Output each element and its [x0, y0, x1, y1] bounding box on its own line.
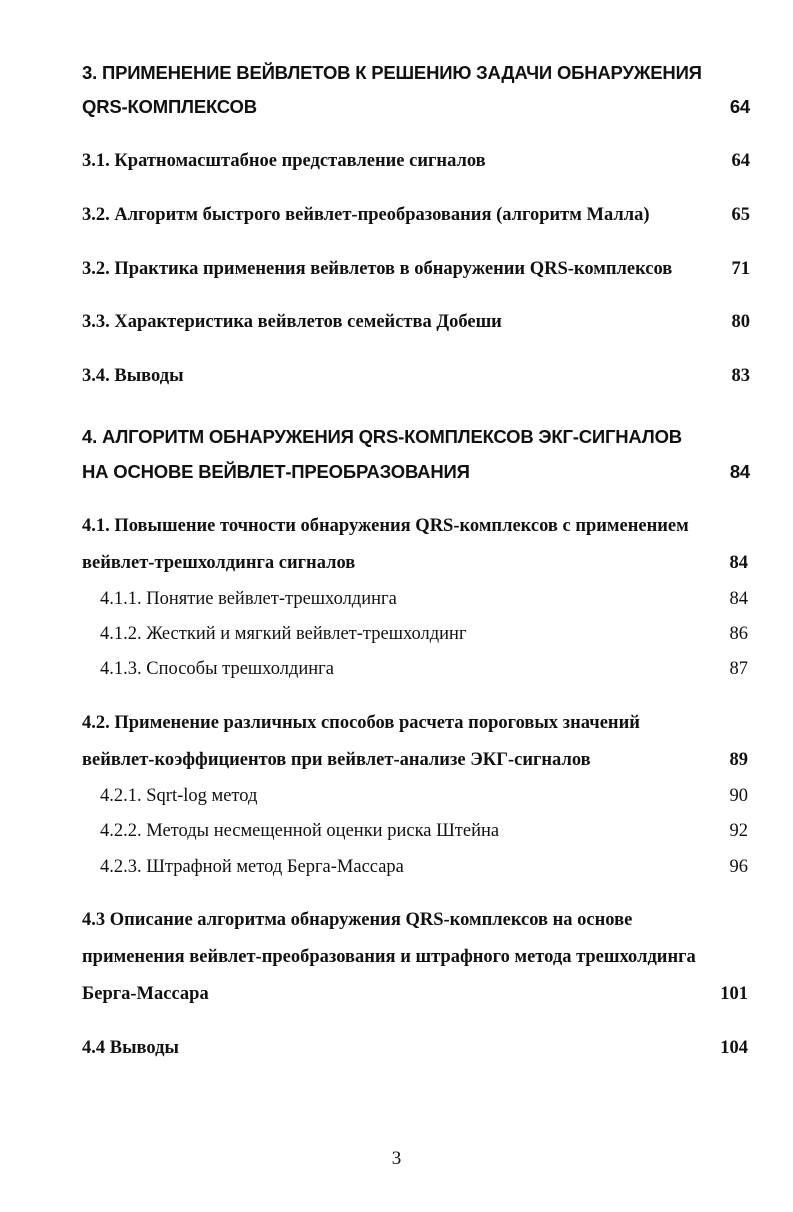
toc-entry	[82, 854, 748, 880]
toc-entry-title: 4.1. Повышение точности обнаружения QRS-комплексов с применением	[82, 516, 689, 536]
toc-entry-page: 101	[720, 984, 748, 1004]
toc-entry	[82, 94, 750, 120]
toc-entry-title: 4. АЛГОРИТМ ОБНАРУЖЕНИЯ QRS-КОМПЛЕКСОВ ЭКГ-СИГНАЛОВ	[82, 426, 682, 447]
toc-entry-title: 4.1.3. Способы трешхолдинга	[100, 659, 334, 679]
toc-entry	[82, 656, 748, 682]
toc-entry-title: 4.2.2. Методы несмещенной оценки риска Штейна	[100, 821, 500, 841]
toc-entry-page: 80	[731, 312, 750, 332]
toc-entry-page: 65	[731, 205, 750, 225]
page-number: 3	[391, 1148, 402, 1169]
toc-entry-page: 84	[729, 461, 750, 482]
toc-entry-title: применения вейвлет-преобразования и штрафного метода трешхолдинга	[82, 947, 696, 967]
toc-entry-title: 4.1.2. Жесткий и мягкий вейвлет-трешхолдинг	[100, 624, 467, 644]
toc-entry	[82, 459, 750, 485]
toc-entry-page: 96	[729, 857, 748, 877]
toc-entry	[82, 944, 748, 970]
toc-entry-title: 3.3. Характеристика вейвлетов семейства Добеши	[82, 312, 502, 332]
toc-entry	[82, 710, 748, 736]
toc-entry-title: вейвлет-коэффициентов при вейвлет-анализе ЭКГ-сигналов	[82, 750, 591, 770]
toc-entry-page: 83	[731, 366, 750, 386]
toc-entry	[82, 513, 748, 539]
toc-entry-title: 4.2.1. Sqrt-log метод	[100, 786, 258, 806]
toc-entry	[82, 783, 748, 809]
toc-entry-page: 64	[729, 96, 750, 117]
toc-entry-title: Берга-Массара	[82, 984, 209, 1004]
toc-entry	[82, 907, 748, 933]
toc-entry-title: 4.2. Применение различных способов расчета пороговых значений	[82, 713, 640, 733]
toc-entry-page: 71	[731, 259, 750, 279]
toc-entry-page: 92	[729, 821, 748, 841]
toc-entry	[82, 1035, 748, 1061]
toc-entry-title: 4.3 Описание алгоритма обнаружения QRS-комплексов на основе	[82, 910, 633, 930]
toc-entry	[82, 747, 748, 773]
toc-entry-title: 3.4. Выводы	[82, 366, 184, 386]
toc-entry-page: 84	[729, 553, 748, 573]
toc-entry	[82, 550, 748, 576]
toc-entry	[82, 621, 748, 647]
toc-entry	[82, 981, 748, 1007]
toc-entry	[82, 60, 750, 86]
toc-entry-page: 90	[729, 786, 748, 806]
toc-entry-page: 89	[729, 750, 748, 770]
toc-entry-title: вейвлет-трешхолдинга сигналов	[82, 553, 356, 573]
toc-entry-page: 87	[729, 659, 748, 679]
toc-entry-page: 64	[731, 151, 750, 171]
toc-entry	[82, 309, 750, 335]
toc-entry	[82, 586, 748, 612]
toc-entry-title: 4.2.3. Штрафной метод Берга-Массара	[100, 857, 404, 877]
toc-entry-page: 104	[720, 1038, 748, 1058]
toc-entry-title: 3.1. Кратномасштабное представление сигналов	[82, 151, 486, 171]
toc-entry-title: QRS-КОМПЛЕКСОВ	[82, 96, 257, 117]
toc-entry	[82, 424, 750, 450]
toc-entry-page: 86	[729, 624, 748, 644]
toc-entry-title: 4.4 Выводы	[82, 1038, 179, 1058]
toc-entry	[82, 148, 750, 174]
toc-entry	[82, 363, 750, 389]
toc-entry-title: 3. ПРИМЕНЕНИЕ ВЕЙВЛЕТОВ К РЕШЕНИЮ ЗАДАЧИ ОБНАРУЖЕНИЯ	[82, 62, 702, 83]
toc-entry	[82, 202, 750, 228]
toc-entry	[82, 256, 750, 282]
toc-entry-title: 4.1.1. Понятие вейвлет-трешхолдинга	[100, 589, 397, 609]
toc-entry-page: 84	[729, 589, 748, 609]
toc-entry-title: 3.2. Алгоритм быстрого вейвлет-преобразования (алгоритм Малла)	[82, 205, 650, 225]
toc-entry-title: 3.2. Практика применения вейвлетов в обнаружении QRS-комплексов	[82, 259, 673, 279]
toc-entry-title: НА ОСНОВЕ ВЕЙВЛЕТ-ПРЕОБРАЗОВАНИЯ	[82, 461, 470, 482]
toc-entry	[82, 818, 748, 844]
